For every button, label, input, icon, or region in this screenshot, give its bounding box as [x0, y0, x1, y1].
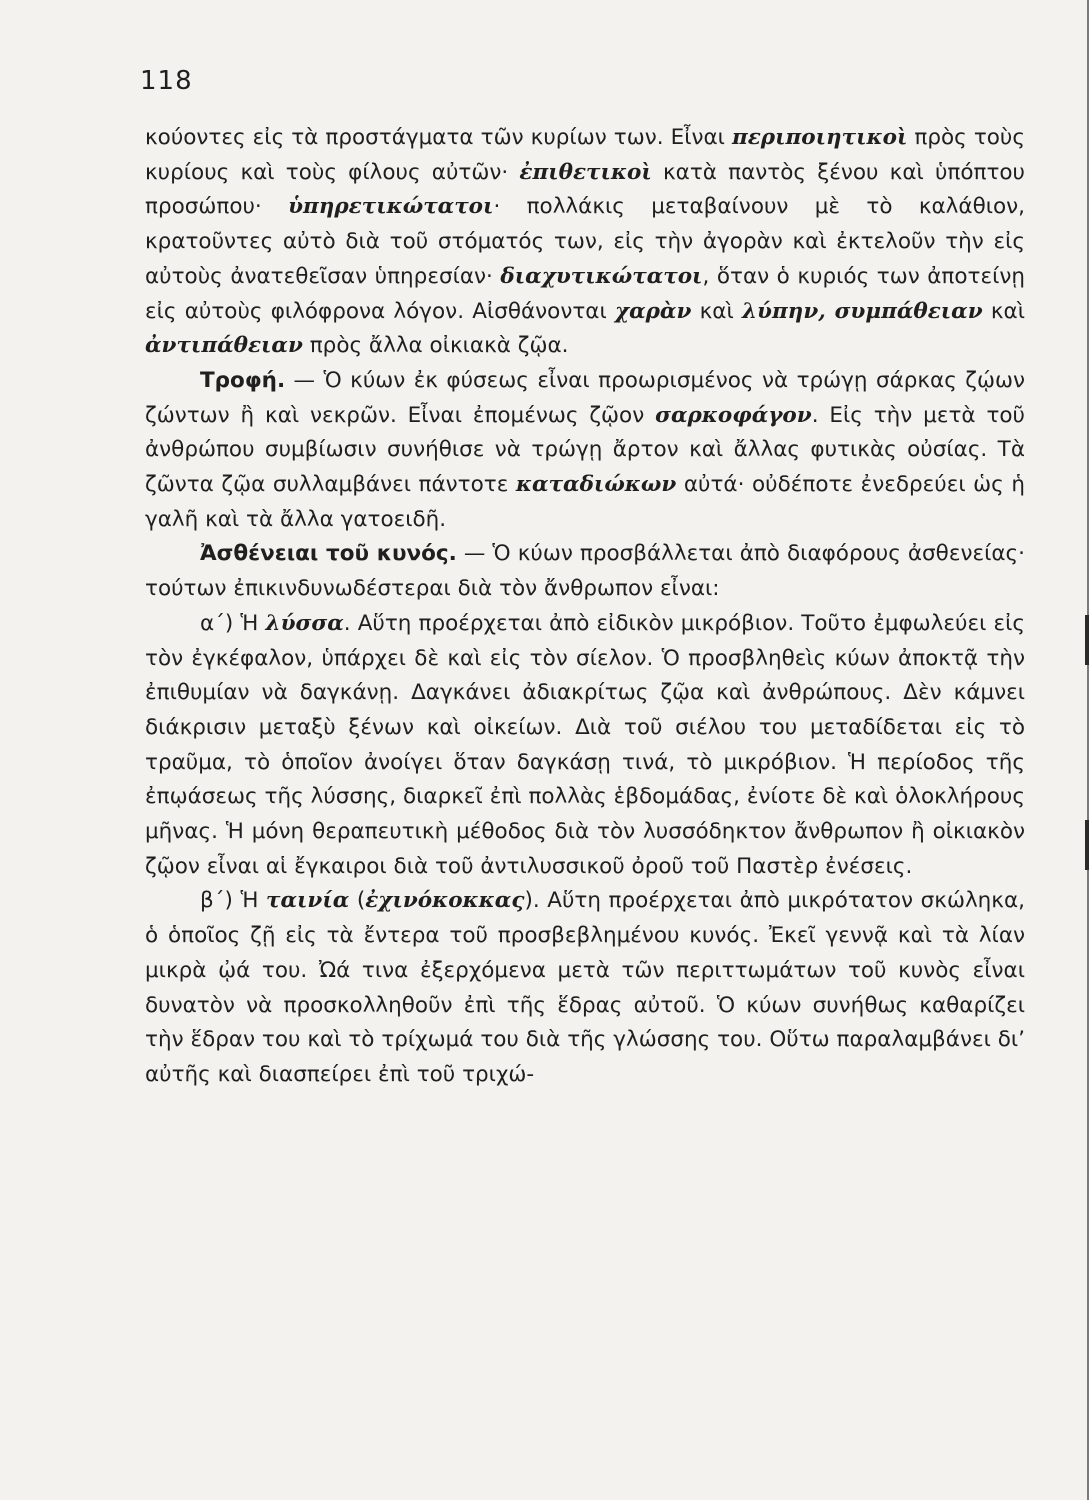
emphasis: λύσσα	[265, 610, 344, 636]
emphasis: ὑπηρετικώτατοι	[288, 194, 494, 220]
emphasis: ἐχινόκοκκας	[365, 888, 525, 914]
emphasis: λύπην, συμπάθειαν	[741, 298, 983, 324]
margin-mark	[1085, 820, 1089, 870]
emphasis: σαρκοφάγον	[655, 402, 812, 428]
paragraph: Ἀσθένειαι τοῦ κυνός. — Ὁ κύων προσβάλλεται ἀπὸ διαφόρους ἀσθενείας· τούτων ἐπικινδυνωδέστεραι διὰ τὸν ἄνθρωπον εἶναι:	[145, 541, 1025, 602]
emphasis: περιποιητικοὶ	[732, 125, 908, 150]
emphasis: καταδιώκων	[515, 472, 677, 498]
emphasis: ἐπιθετικοὶ	[519, 159, 652, 185]
emphasis: χαρὰν	[614, 298, 692, 324]
emphasis: ταινία	[265, 888, 350, 914]
section-heading: Ἀσθένειαι τοῦ κυνός.	[200, 541, 457, 567]
body-text	[145, 121, 1025, 1093]
section-heading: Τροφή.	[200, 367, 286, 393]
emphasis: διαχυτικώτατοι	[500, 263, 703, 289]
paragraph: β΄) Ἡ ταινία (ἐχινόκοκκας). Αὕτη προέρχεται ἀπὸ μικρότατον σκώληκα, ὁ ὁποῖος ζῇ εἰς τὰ ἔντερα τοῦ προσβεβλημένου κυνός. Ἐκεῖ γεννᾷ καὶ τὰ λίαν μικρὰ ᾠά του. Ὠά τινα ἐξερχόμενα μετὰ τῶν περιττωμάτων τοῦ κυνὸς εἶναι δυνατὸν νὰ προσκολληθοῦν ἐπὶ τῆς ἕδρας αὐτοῦ. Ὁ κύων συνήθως καθαρίζει τὴν ἕδραν του καὶ τὸ τρίχωμά του διὰ τῆς γλώσσης του. Οὕτω παραλαμβάνει δι’ αὐτῆς καὶ διασπείρει ἐπὶ τοῦ τριχώ-	[145, 888, 1025, 1087]
paragraph: Τροφή. — Ὁ κύων ἐκ φύσεως εἶναι προωρισμένος νὰ τρώγῃ σάρκας ζῴων ζώντων ἢ καὶ νεκρῶν. Εἶναι ἐπομένως ζῷον σαρκοφάγον. Εἰς τὴν μετὰ τοῦ ἀνθρώπου συμβίωσιν συνήθισε νὰ τρώγῃ ἄρτον καὶ ἄλλας φυτικὰς οὐσίας. Τὰ ζῶντα ζῷα συλλαμβάνει πάντοτε καταδιώκων αὐτά· οὐδέποτε ἐνεδρεύει ὡς ἡ γαλῆ καὶ τὰ ἄλλα γατοειδῆ.	[145, 367, 1026, 532]
paragraph: κούοντες εἰς τὰ προστάγματα τῶν κυρίων των. Εἶναι περιποιητικοὶ πρὸς τοὺς κυρίους καὶ τοὺς φίλους αὐτῶν· ἐπιθετικοὶ κατὰ παντὸς ξένου καὶ ὑπόπτου προσώπου· ὑπηρετικώτατοι· πολλάκις μεταβαίνουν μὲ τὸ καλάθιον, κρατοῦντες αὐτὸ διὰ τοῦ στόματός των, εἰς τὴν ἀγορὰν καὶ ἐκτελοῦν τὴν εἰς αὐτοὺς ἀνατεθεῖσαν ὑπηρεσίαν· διαχυτικώτατοι, ὅταν ὁ κυριός των ἀποτείνῃ εἰς αὐτοὺς φιλόφρονα λόγον. Αἰσθάνονται χαρὰν καὶ λύπην, συμπάθειαν καὶ ἀντιπάθειαν πρὸς ἄλλα οἰκιακὰ ζῷα.	[145, 125, 1026, 359]
margin-mark	[1085, 615, 1089, 665]
paragraph: α΄) Ἡ λύσσα. Αὕτη προέρχεται ἀπὸ εἰδικὸν μικρόβιον. Τοῦτο ἐμφωλεύει εἰς τὸν ἐγκέφαλον, ὑπάρχει δὲ καὶ εἰς τὸν σίελον. Ὁ προσβληθεὶς κύων ἀποκτᾷ τὴν ἐπιθυμίαν νὰ δαγκάνῃ. Δαγκάνει ἀδιακρίτως ζῷα καὶ ἀνθρώπους. Δὲν κάμνει διάκρισιν μεταξὺ ξένων καὶ οἰκείων. Διὰ τοῦ σιέλου του μεταδίδεται εἰς τὸ τραῦμα, τὸ ὁποῖον ἀνοίγει ὅταν δαγκάσῃ τινά, τὸ μικρόβιον. Ἡ περίοδος τῆς ἐπῳάσεως τῆς λύσσης, διαρκεῖ ἐπὶ πολλὰς ἑβδομάδας, ἐνίοτε δὲ καὶ ὁλοκλήρους μῆνας. Ἡ μόνη θεραπευτικὴ μέθοδος διὰ τὸν λυσσόδηκτον ἄνθρωπον ἢ οἰκιακὸν ζῷον εἶναι αἱ ἔγκαιροι διὰ τοῦ ἀντιλυσσικοῦ ὀροῦ τοῦ Παστὲρ ἐνέσεις.	[145, 610, 1025, 879]
emphasis: ἀντιπάθειαν	[145, 333, 303, 359]
page-number: 118	[140, 66, 193, 96]
